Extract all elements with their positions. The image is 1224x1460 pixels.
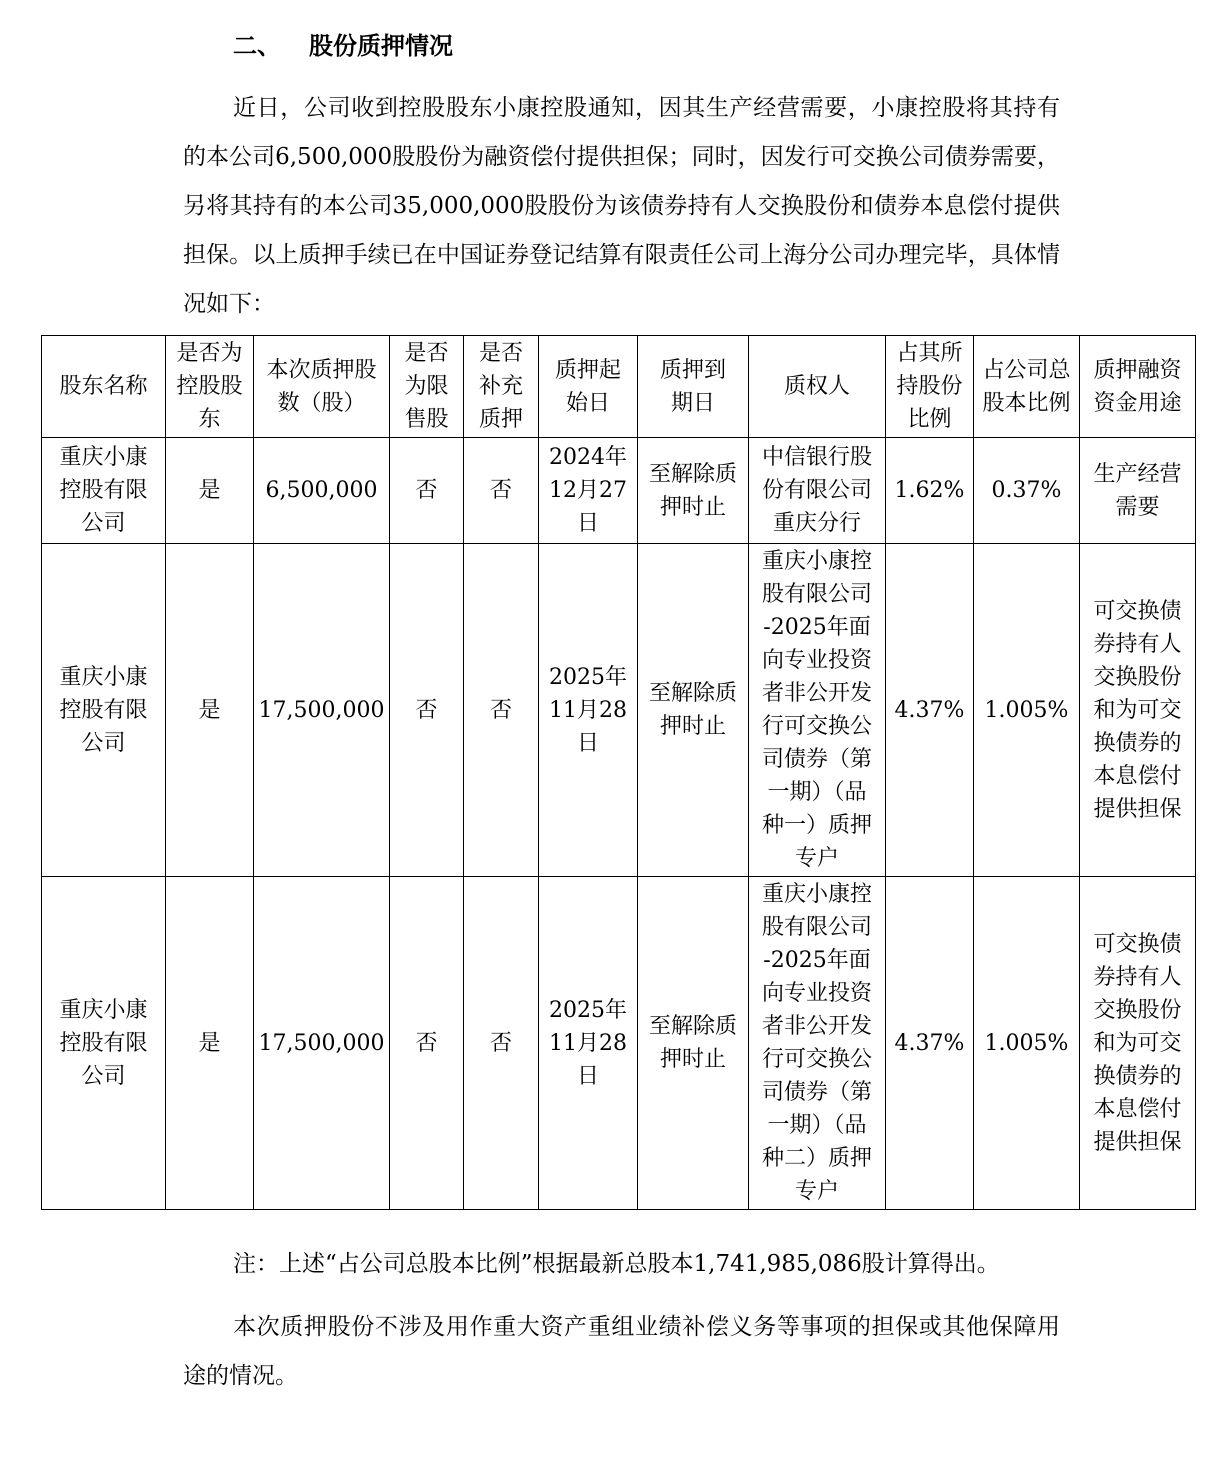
table-cell: 重庆小康 控股有限 公司 [42,544,166,877]
table-cell: 重庆小康控 股有限公司 -2025年面 向专业投资 者非公开发 行可交换公 司债券（第 一期）（品 种二）质押 专户 [749,877,886,1210]
table-cell: 2025年 11月28 日 [539,877,638,1210]
table-cell: 1.005% [974,544,1080,877]
table-cell: 重庆小康 控股有限 公司 [42,877,166,1210]
column-header: 占公司总 股本比例 [974,336,1080,438]
table-cell: 6,500,000 [254,438,390,544]
table-cell: 否 [390,877,464,1210]
table-cell: 1.005% [974,877,1080,1210]
table-cell: 至解除质 押时止 [638,438,749,544]
column-header: 质押起 始日 [539,336,638,438]
column-header: 是否 为限 售股 [390,336,464,438]
table-cell: 否 [390,544,464,877]
table-cell: 可交换债 券持有人 交换股份 和为可交 换债券的 本息偿付 提供担保 [1080,877,1196,1210]
column-header: 质权人 [749,336,886,438]
note-paragraph: 注：上述“占公司总股本比例”根据最新总股本1,741,985,086股计算得出。 [233,1251,1000,1277]
column-header: 是否为 控股股 东 [166,336,254,438]
column-header: 质押融资 资金用途 [1080,336,1196,438]
table-cell: 至解除质 押时止 [638,877,749,1210]
column-header: 质押到 期日 [638,336,749,438]
column-header: 本次质押股 数（股） [254,336,390,438]
table-cell: 4.37% [886,877,974,1210]
table-row [42,544,1196,877]
table-cell: 17,500,000 [254,544,390,877]
table-cell: 至解除质 押时止 [638,544,749,877]
table-cell: 否 [464,544,539,877]
table-cell: 否 [390,438,464,544]
table-cell: 重庆小康控 股有限公司 -2025年面 向专业投资 者非公开发 行可交换公 司债券（第 一期）（品 种一）质押 专户 [749,544,886,877]
table-cell: 否 [464,877,539,1210]
table-cell: 2024年 12月27 日 [539,438,638,544]
column-header: 股东名称 [42,336,166,438]
table-row [42,438,1196,544]
closing-paragraph: 本次质押股份不涉及用作重大资产重组业绩补偿义务等事项的担保或其他保障用途的情况。 [183,1314,1060,1389]
section-heading [233,26,453,61]
table-cell: 4.37% [886,544,974,877]
table-cell: 是 [166,544,254,877]
table-cell: 否 [464,438,539,544]
table-cell: 可交换债 券持有人 交换股份 和为可交 换债券的 本息偿付 提供担保 [1080,544,1196,877]
section-number: 二、 [233,31,281,60]
table-cell: 中信银行股 份有限公司 重庆分行 [749,438,886,544]
pledge-table [41,335,1196,1210]
column-header: 是否 补充 质押 [464,336,539,438]
table-cell: 是 [166,438,254,544]
table-cell: 0.37% [974,438,1080,544]
table-cell: 生产经营 需要 [1080,438,1196,544]
table-row [42,877,1196,1210]
column-header: 占其所 持股份 比例 [886,336,974,438]
table-header-row [42,336,1196,438]
table-cell: 1.62% [886,438,974,544]
section-title: 股份质押情况 [309,31,453,60]
table-cell: 17,500,000 [254,877,390,1210]
table-cell: 重庆小康 控股有限 公司 [42,438,166,544]
table-cell: 是 [166,877,254,1210]
table-cell: 2025年 11月28 日 [539,544,638,877]
intro-paragraph: 近日，公司收到控股股东小康控股通知，因其生产经营需要，小康控股将其持有的本公司6,500,000股股份为融资偿付提供担保；同时，因发行可交换公司债券需要，另将其持有的本公司35,000,000股股份为该债券持有人交换股份和债券本息偿付提供担保。以上质押手续已在中国证券登记结算有限责任公司上海分公司办理完毕，具体情况如下： [183,95,1060,317]
